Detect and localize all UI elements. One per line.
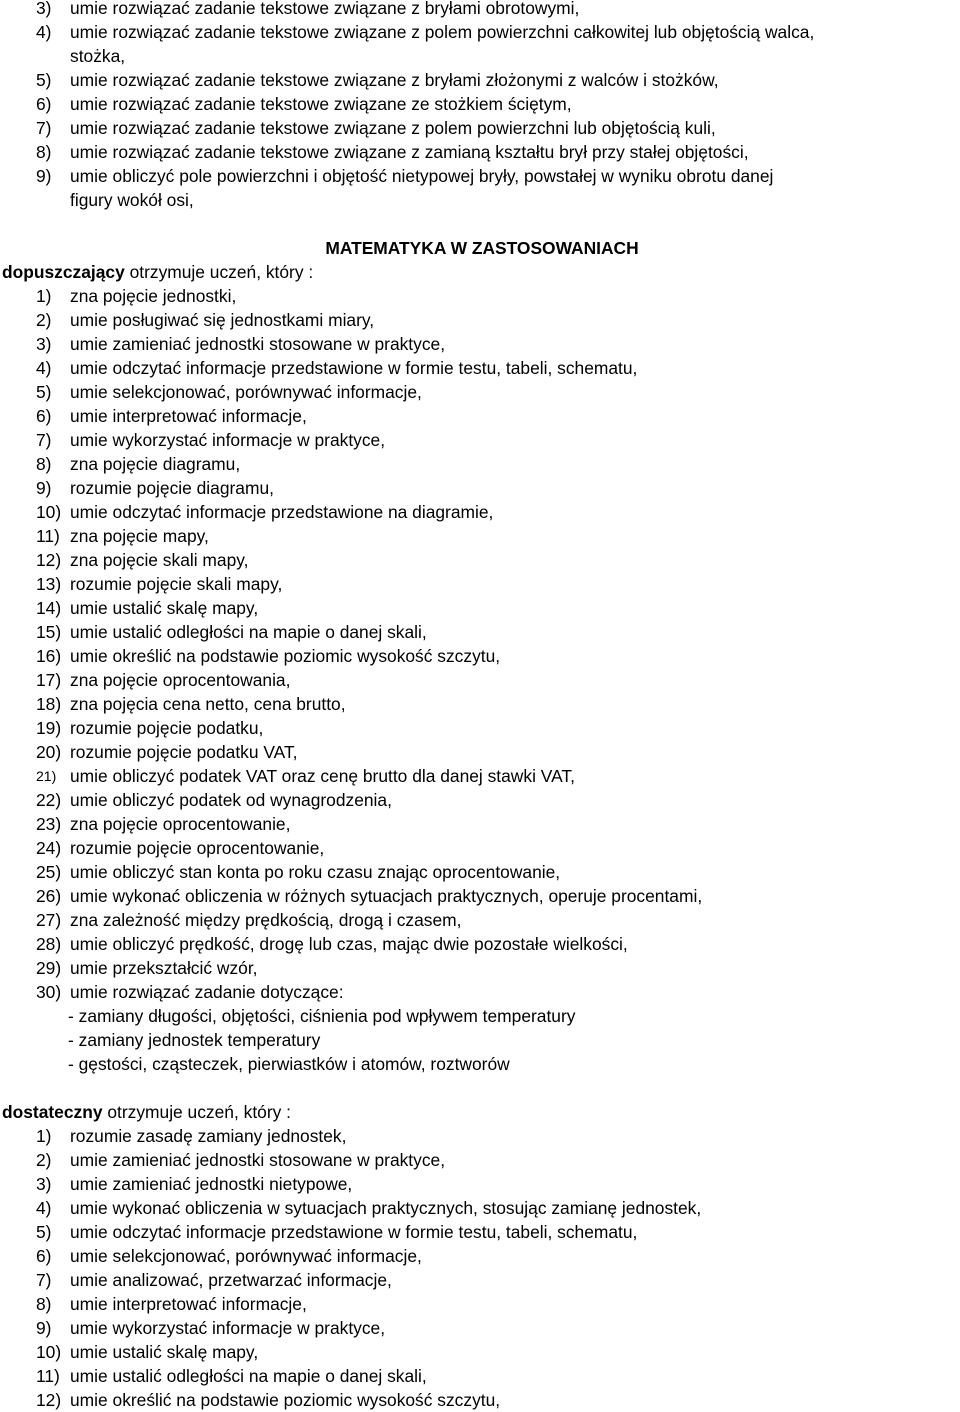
list-item-text: rozumie pojęcie skali mapy, <box>70 574 283 594</box>
list-item-number: 4) <box>36 1198 52 1218</box>
list-item-number: 6) <box>36 94 52 114</box>
list-item-continuation: stożka, <box>70 46 126 66</box>
list-item-text: umie przekształcić wzór, <box>70 958 258 978</box>
list-item <box>0 956 960 980</box>
list-item-text: rozumie pojęcie podatku, <box>70 718 264 738</box>
level-intro: otrzymuje uczeń, który : <box>102 1102 291 1122</box>
list-item-number: 16) <box>36 646 62 666</box>
level-intro: otrzymuje uczeń, który : <box>124 262 314 282</box>
list-item-number: 17) <box>36 670 62 690</box>
list-item <box>0 1124 960 1148</box>
list-item <box>0 1172 960 1196</box>
list-item-text: umie rozwiązać zadanie tekstowe związane z bryłami obrotowymi, <box>70 0 580 18</box>
level-dopuszczajacy <box>0 260 960 284</box>
list-item <box>0 548 960 572</box>
list-item-text: umie rozwiązać zadanie tekstowe związane z zamianą kształtu brył przy stałej objętości, <box>70 142 749 162</box>
list-item <box>0 404 960 428</box>
list-item-number: 9) <box>36 1318 52 1338</box>
list-item <box>0 932 960 956</box>
list-item-text: rozumie pojęcie diagramu, <box>70 478 274 498</box>
list-item-number: 2) <box>36 310 52 330</box>
list-item <box>0 68 960 92</box>
list-item-text: umie wykorzystać informacje w praktyce, <box>70 1318 386 1338</box>
list-item-text: umie odczytać informacje przedstawione w formie testu, tabeli, schematu, <box>70 358 638 378</box>
list-item <box>0 572 960 596</box>
list-item-text: umie ustalić odległości na mapie o danej skali, <box>70 622 427 642</box>
list-item-continuation: figury wokół osi, <box>70 190 194 210</box>
list-item-text: umie odczytać informacje przedstawione na diagramie, <box>70 502 494 522</box>
list-item-number: 27) <box>36 910 62 930</box>
list-item-text: zna pojęcie diagramu, <box>70 454 241 474</box>
list-item <box>0 20 960 44</box>
list-item <box>0 980 960 1004</box>
section-heading: MATEMATYKA W ZASTOSOWANIACH <box>325 238 639 258</box>
sub-item: - zamiany długości, objętości, ciśnienia pod wpływem temperatury <box>68 1006 576 1026</box>
list-item-number: 7) <box>36 118 52 138</box>
list-item-number: 3) <box>36 0 52 18</box>
list-item <box>0 692 960 716</box>
list-item-text: umie odczytać informacje przedstawione w formie testu, tabeli, schematu, <box>70 1222 638 1242</box>
list-item-number: 5) <box>36 1222 52 1242</box>
list-item <box>0 836 960 860</box>
list-item-number: 30) <box>36 982 62 1002</box>
list-item-text: umie analizować, przetwarzać informacje, <box>70 1270 392 1290</box>
list-item-number: 18) <box>36 694 62 714</box>
list-item <box>0 332 960 356</box>
list-item <box>0 428 960 452</box>
list-item-text: umie rozwiązać zadanie tekstowe związane z polem powierzchni lub objętością kuli, <box>70 118 716 138</box>
list-item-text: umie określić na podstawie poziomic wysokość szczytu, <box>70 646 501 666</box>
list-item-text: zna pojęcie mapy, <box>70 526 209 546</box>
list-item <box>0 476 960 500</box>
list-item <box>0 596 960 620</box>
list-item-number: 14) <box>36 598 62 618</box>
list-item-number: 3) <box>36 1174 52 1194</box>
list-item <box>0 764 960 788</box>
list-item-number: 12) <box>36 1390 62 1410</box>
list-item-number: 21) <box>36 768 57 784</box>
list-item <box>0 812 960 836</box>
list-item-text: umie interpretować informacje, <box>70 1294 307 1314</box>
list-item-text: umie selekcjonować, porównywać informacje, <box>70 382 422 402</box>
list-item <box>0 884 960 908</box>
list-item <box>0 620 960 644</box>
list-item-number: 8) <box>36 454 52 474</box>
list-item-number: 25) <box>36 862 62 882</box>
list-item-text: rozumie zasadę zamiany jednostek, <box>70 1126 347 1146</box>
spacer <box>0 1076 960 1100</box>
list-item-number: 6) <box>36 406 52 426</box>
list-item <box>0 284 960 308</box>
list-item-number: 23) <box>36 814 62 834</box>
level-name: dostateczny <box>2 1102 103 1122</box>
list-item-text: zna pojęcie oprocentowanie, <box>70 814 291 834</box>
list-item <box>0 1244 960 1268</box>
list-item-text: umie rozwiązać zadanie dotyczące: <box>70 982 344 1002</box>
list-item-number: 3) <box>36 334 52 354</box>
level-dostateczny <box>0 1100 960 1124</box>
list-item <box>0 1316 960 1340</box>
dopuszczajacy-list <box>0 284 960 1004</box>
list-item-text: rozumie pojęcie podatku VAT, <box>70 742 298 762</box>
list-item-text: zna pojęcia cena netto, cena brutto, <box>70 694 346 714</box>
list-item <box>0 380 960 404</box>
list-item <box>0 644 960 668</box>
list-item <box>0 716 960 740</box>
list-item-number: 19) <box>36 718 62 738</box>
list-item-number: 4) <box>36 358 52 378</box>
list-item-text: umie rozwiązać zadanie tekstowe związane z bryłami złożonymi z walców i stożków, <box>70 70 719 90</box>
list-item <box>0 452 960 476</box>
list-item <box>0 860 960 884</box>
list-item <box>0 1340 960 1364</box>
list-item-text: umie ustalić odległości na mapie o danej skali, <box>70 1366 427 1386</box>
list-item-text: umie określić na podstawie poziomic wysokość szczytu, <box>70 1390 501 1410</box>
list-item-text: rozumie pojęcie oprocentowanie, <box>70 838 325 858</box>
list-item <box>0 356 960 380</box>
list-item-text: zna zależność między prędkością, drogą i czasem, <box>70 910 462 930</box>
list-item <box>0 1148 960 1172</box>
list-item-number: 2) <box>36 1150 52 1170</box>
list-item-number: 20) <box>36 742 62 762</box>
list-item <box>0 788 960 812</box>
list-item-number: 26) <box>36 886 62 906</box>
list-item-text: umie zamieniać jednostki stosowane w praktyce, <box>70 334 446 354</box>
list-item <box>0 908 960 932</box>
level-name: dopuszczający <box>2 262 125 282</box>
list-item-number: 1) <box>36 286 52 306</box>
list-item-number: 9) <box>36 478 52 498</box>
list-item <box>0 1220 960 1244</box>
list-item-text: zna pojęcie jednostki, <box>70 286 237 306</box>
list-item-number: 8) <box>36 1294 52 1314</box>
list-item <box>0 1364 960 1388</box>
list-item-number: 10) <box>36 502 62 522</box>
list-item-text: umie interpretować informacje, <box>70 406 307 426</box>
list-item <box>0 164 960 188</box>
list-item-number: 5) <box>36 382 52 402</box>
list-item-number: 8) <box>36 142 52 162</box>
list-item-text: umie ustalić skalę mapy, <box>70 598 259 618</box>
list-item-number: 7) <box>36 430 52 450</box>
top-list <box>0 0 960 212</box>
sub-item: - gęstości, cząsteczek, pierwiastków i atomów, roztworów <box>68 1054 510 1074</box>
list-item-text: umie obliczyć prędkość, drogę lub czas, mając dwie pozostałe wielkości, <box>70 934 628 954</box>
list-item-number: 6) <box>36 1246 52 1266</box>
dostateczny-list <box>0 1124 960 1412</box>
list-item-number: 10) <box>36 1342 62 1362</box>
list-item <box>0 1268 960 1292</box>
list-item-text: umie obliczyć stan konta po roku czasu znając oprocentowanie, <box>70 862 561 882</box>
list-item-text: umie rozwiązać zadanie tekstowe związane z polem powierzchni całkowitej lub objętością walca, <box>70 22 815 42</box>
list-item-text: zna pojęcie skali mapy, <box>70 550 249 570</box>
list-item <box>0 92 960 116</box>
dopuszczajacy-sublist <box>0 1004 960 1076</box>
list-item-text: umie obliczyć podatek VAT oraz cenę brutto dla danej stawki VAT, <box>70 766 575 786</box>
list-item <box>0 1196 960 1220</box>
list-item-number: 11) <box>36 526 60 546</box>
list-item-text: umie posługiwać się jednostkami miary, <box>70 310 375 330</box>
list-item-text: umie wykonać obliczenia w różnych sytuacjach praktycznych, operuje procentami, <box>70 886 703 906</box>
list-item-number: 24) <box>36 838 62 858</box>
list-item <box>0 1292 960 1316</box>
list-item-text: umie obliczyć pole powierzchni i objętość nietypowej bryły, powstałej w wyniku obrotu danej <box>70 166 774 186</box>
list-item-number: 28) <box>36 934 62 954</box>
list-item <box>0 740 960 764</box>
list-item <box>0 668 960 692</box>
list-item-number: 5) <box>36 70 52 90</box>
list-item-text: umie zamieniać jednostki stosowane w praktyce, <box>70 1150 446 1170</box>
list-item <box>0 0 960 20</box>
list-item-text: umie rozwiązać zadanie tekstowe związane ze stożkiem ściętym, <box>70 94 572 114</box>
list-item-number: 13) <box>36 574 62 594</box>
list-item-text: umie wykorzystać informacje w praktyce, <box>70 430 386 450</box>
list-item-number: 1) <box>36 1126 52 1146</box>
list-item-text: zna pojęcie oprocentowania, <box>70 670 291 690</box>
list-item <box>0 1388 960 1412</box>
sub-item: - zamiany jednostek temperatury <box>68 1030 321 1050</box>
list-item-number: 15) <box>36 622 62 642</box>
list-item-text: umie selekcjonować, porównywać informacje, <box>70 1246 422 1266</box>
list-item-number: 22) <box>36 790 62 810</box>
list-item-number: 7) <box>36 1270 52 1290</box>
list-item <box>0 308 960 332</box>
list-item-number: 4) <box>36 22 52 42</box>
list-item <box>0 524 960 548</box>
list-item <box>0 500 960 524</box>
list-item-number: 12) <box>36 550 62 570</box>
list-item-text: umie wykonać obliczenia w sytuacjach praktycznych, stosując zamianę jednostek, <box>70 1198 702 1218</box>
list-item <box>0 116 960 140</box>
list-item-number: 29) <box>36 958 62 978</box>
list-item-text: umie obliczyć podatek od wynagrodzenia, <box>70 790 392 810</box>
list-item-text: umie zamieniać jednostki nietypowe, <box>70 1174 353 1194</box>
list-item-number: 9) <box>36 166 52 186</box>
list-item-number: 11) <box>36 1366 60 1386</box>
list-item <box>0 140 960 164</box>
list-item-text: umie ustalić skalę mapy, <box>70 1342 259 1362</box>
